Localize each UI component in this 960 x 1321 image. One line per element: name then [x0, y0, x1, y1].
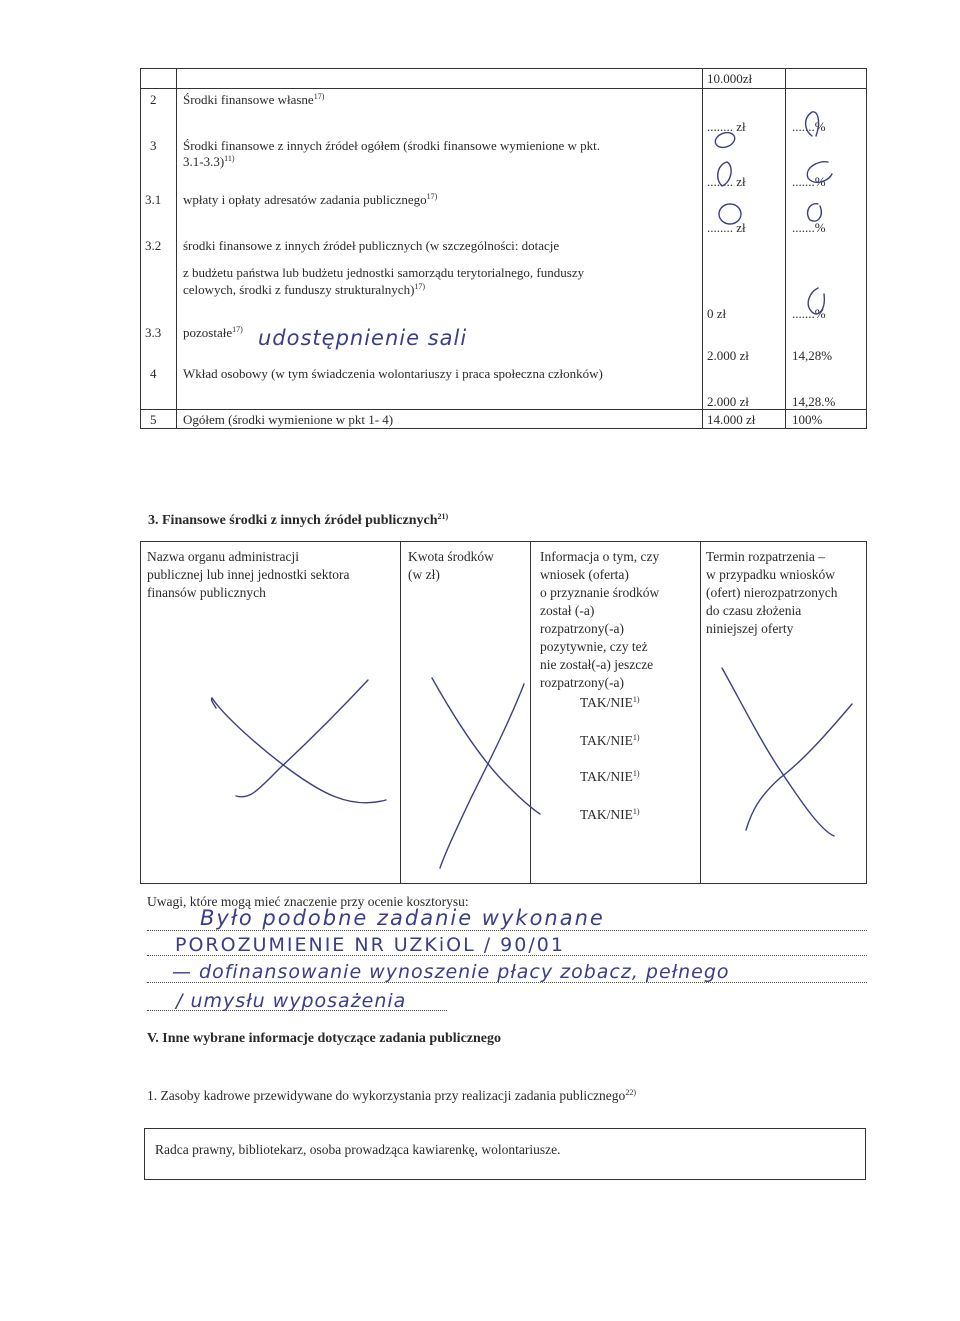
handwritten-note: udostępnienie sali — [258, 326, 468, 350]
handwritten-remark: / umysłu wyposażenia — [176, 990, 407, 1012]
section-title: 3. Finansowe środki z innych źródeł publicznych$^{21)}$ — [148, 512, 449, 528]
row-number: 2 — [150, 92, 157, 107]
row-percent: 14,28% — [792, 348, 833, 363]
row-label-cont: z budżetu państwa lub budżetu jednostki samorządu terytorialnego, funduszy — [183, 265, 585, 280]
row-number: 4 — [150, 366, 157, 381]
staff-resources-box — [144, 1128, 866, 1180]
row-amount: 2.000 zł — [707, 348, 749, 363]
row-label: wpłaty i opłaty adresatów zadania publicznego$^{17)}$ — [183, 192, 438, 207]
row-number: 3.1 — [145, 192, 162, 207]
row-amount: 10.000zł — [707, 71, 753, 86]
column-header: Nazwa organu administracji publicznej lub innej jednostki sektora finansów publicznych — [147, 549, 350, 600]
item-text: 1. Zasoby kadrowe przewidywane do wykorzystania przy realizacji zadania publicznego$^{22)}$ — [147, 1088, 636, 1103]
column-header: Kwota środków (w zł) — [408, 549, 494, 582]
row-label: Wkład osobowy (w tym świadczenia wolontariuszy i praca społeczna członków) — [183, 366, 603, 381]
row-percent: .......% — [792, 119, 826, 134]
table-border-top — [140, 68, 867, 69]
row-label: środki finansowe z innych źródeł publicznych (w szczególności: dotacje — [183, 238, 560, 253]
table-border-bottom — [140, 428, 867, 429]
row-percent: .......% — [792, 174, 826, 189]
handwritten-zeros — [700, 96, 870, 336]
row-percent-extra: 14,28.% — [792, 394, 836, 409]
row-percent: 100% — [792, 412, 823, 427]
row-label-cont: celowych, środki z funduszy strukturalnych)$^{17)}$ — [183, 282, 426, 297]
tak-nie-option: TAK/NIE$^{1)}$ — [580, 733, 640, 748]
dotted-line — [147, 930, 867, 931]
row-percent: .......% — [792, 220, 826, 235]
row-amount: 14.000 zł — [707, 412, 756, 427]
row-amount-extra: 2.000 zł — [707, 394, 749, 409]
row-number: 3 — [150, 138, 157, 153]
row-amount: ........ zł — [707, 220, 746, 235]
row-label: Ogółem (środki wymienione w pkt 1- 4) — [183, 412, 394, 427]
column-header: Informacja o tym, czy wniosek (oferta) o przyznanie środków został (-a) rozpatrzony(-a) pozytywnie, czy też nie został(-a) jeszcze rozpatrzony(-a) — [540, 549, 660, 690]
staff-resources-text: Radca prawny, bibliotekarz, osoba prowadząca kawiarenkę, wolontariusze. — [155, 1142, 561, 1157]
table-border-top — [140, 541, 867, 542]
table-divider — [140, 409, 867, 410]
tak-nie-option: TAK/NIE$^{1)}$ — [580, 769, 640, 784]
row-number: 5 — [150, 412, 157, 427]
row-label: Środki finansowe z innych źródeł ogółem (środki finansowe wymienione w pkt. — [183, 138, 600, 153]
row-number: 3.3 — [145, 325, 162, 340]
column-header: Termin rozpatrzenia – w przypadku wniosków (ofert) nierozpatrzonych do czasu złożenia niniejszej oferty — [706, 549, 838, 636]
row-amount: 0 zł — [707, 306, 727, 321]
row-amount: ........ zł — [707, 174, 746, 189]
row-percent: .......% — [792, 306, 826, 321]
table-border-left — [140, 68, 141, 429]
row-label: Środki finansowe własne$^{17)}$ — [183, 92, 325, 107]
handwritten-remark: Było podobne zadanie wykonane — [200, 906, 605, 930]
table-col-divider — [176, 68, 177, 429]
handwritten-remark: — dofinansowanie wynoszenie płacy zobacz, pełnego — [172, 961, 730, 983]
remarks-label: Uwagi, które mogą mieć znaczenie przy ocenie kosztorysu: — [147, 894, 469, 909]
table-divider — [140, 88, 867, 89]
row-number: 3.2 — [145, 238, 162, 253]
section-title: V. Inne wybrane informacje dotyczące zadania publicznego — [147, 1031, 501, 1046]
tak-nie-option: TAK/NIE$^{1)}$ — [580, 807, 640, 822]
tak-nie-option: TAK/NIE$^{1)}$ — [580, 695, 640, 710]
row-label: pozostałe$^{17)}$ — [183, 325, 243, 340]
handwritten-remark: POROZUMIENIE NR UZKiOL / 90/01 — [175, 934, 565, 956]
row-label-cont: 3.1-3.3)$^{11)}$ — [183, 154, 235, 169]
handwritten-cross-marks — [140, 660, 867, 900]
row-amount: ........ zł — [707, 119, 746, 134]
